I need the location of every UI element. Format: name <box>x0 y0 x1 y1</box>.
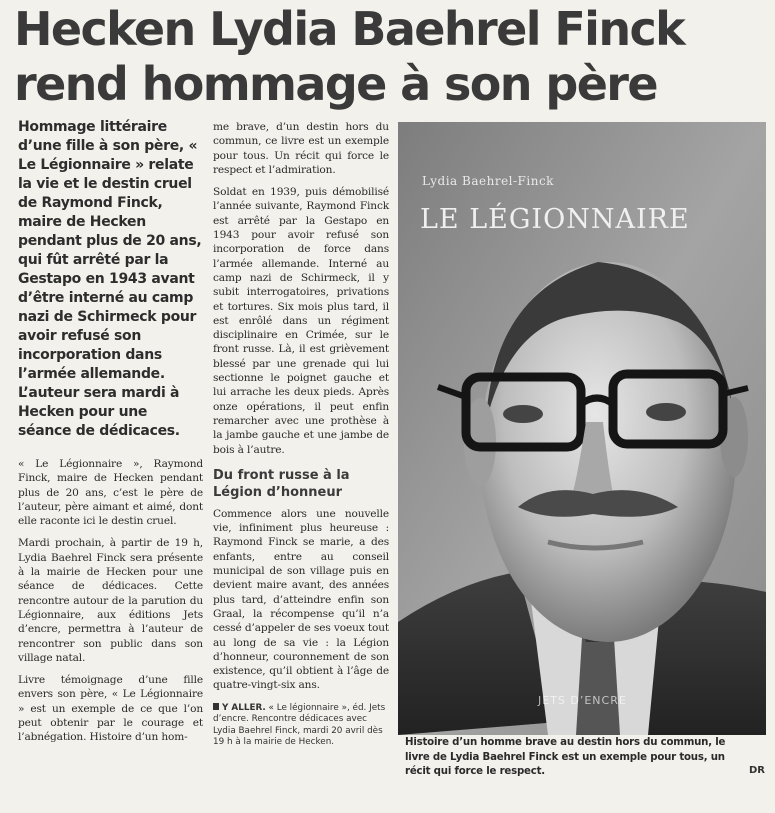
middle-column <box>213 120 389 749</box>
lead-paragraph: Hommage littéraire d’une fille à son père, « Le Légionnaire » relate la vie et le destin cruel de Raymond Finck, maire de Hecken pendant plus de 20 ans, qui fût arrêté par la Gestapo en 1943 avant d’être interné au camp nazi de Schirmeck pour avoir refusé son incorporation dans l’armée allemande. L’auteur sera mardi à Hecken pour une séance de dédicaces. <box>18 119 202 439</box>
body-paragraph-1: « Le Légionnaire », Raymond Finck, maire de Hecken pendant plus de 20 ans, c’est le père de l’auteur, père aimant et aimé, dont elle raconte ici le destin cruel. <box>18 458 203 528</box>
photo-credit: DR <box>749 765 766 776</box>
body-paragraph-5: Soldat en 1939, puis démobilisé l’année suivante, Raymond Finck est arrêté par la Gestapo en 1943 pour avoir refusé son incorporation de force dans l’armée allemande. Interné au camp nazi de Schirmeck, il y subit interrogatoires, privations et tortures. Six mois plus tard, il est enrôlé dans un régiment disciplinaire en Crimée, sur le front russe. Là, il est grièvement blessé par une grenade qui lui sectionne le poignet gauche et lui arrache les deux pieds. Après onze opérations, il peut enfin remarcher avec une prothèse à la jambe gauche et une jambe de bois à l’autre. <box>213 186 389 456</box>
body-paragraph-3: Livre témoignage d’une fille envers son père, « Le Légionnaire » est un exemple de ce que l’on peut obtenir par le courage et l’abnégation. Histoire d’un hom- <box>18 674 203 744</box>
event-info <box>213 703 389 749</box>
headline <box>14 2 754 112</box>
book-author: Lydia Baehrel-Finck <box>422 174 554 188</box>
event-info-text: « Le légionnaire », éd. Jets d’encre. Rencontre dédicaces avec Lydia Baehrel Finck, mardi 20 avril dès 19 h à la mairie de Hecken. <box>213 702 386 748</box>
publisher-logo: JETS D’ENCRE <box>538 694 627 707</box>
square-bullet-icon <box>213 703 219 710</box>
headline-line-1: Hecken Lydia Baehrel Finck <box>14 2 685 56</box>
body-paragraph-6: Commence alors une nouvelle vie, infiniment plus heureuse : Raymond Finck se marie, a des enfants, entre au conseil municipal de son village puis en devient maire avant, des années plus tard, d’atteindre enfin son Graal, la récompense qu’il n’a cessé d’appeler de ses voeux tout au long de sa vie : la Légion d’honneur, couronnement de son existence, qu’il obtient à l’âge de quatre-vingt-six ans. <box>213 507 389 692</box>
photo-caption: Histoire d’un homme brave au destin hors du commun, le livre de Lydia Baehrel Finck est un exemple pour tous, un récit qui force le respect. <box>405 737 726 777</box>
subheading: Du front russe à la Légion d’honneur <box>213 467 350 500</box>
book-title: LE LÉGIONNAIRE <box>420 204 690 235</box>
headline-line-2: rend hommage à son père <box>14 57 657 111</box>
body-paragraph-4: me brave, d’un destin hors du commun, ce livre est un exemple pour tous. Un récit qui force le respect et l’admiration. <box>213 121 389 176</box>
event-info-label: Y ALLER. <box>222 702 266 713</box>
body-paragraph-2: Mardi prochain, à partir de 19 h, Lydia Baehrel Finck sera présente à la mairie de Hecken pour une séance de dédicaces. Cette rencontre autour de la parution du Légionnaire, aux éditions Jets d’encre, permettra à l’auteur de rencontrer son public dans son village natal. <box>18 537 203 664</box>
left-column <box>18 118 203 753</box>
book-cover-photo <box>398 122 766 735</box>
